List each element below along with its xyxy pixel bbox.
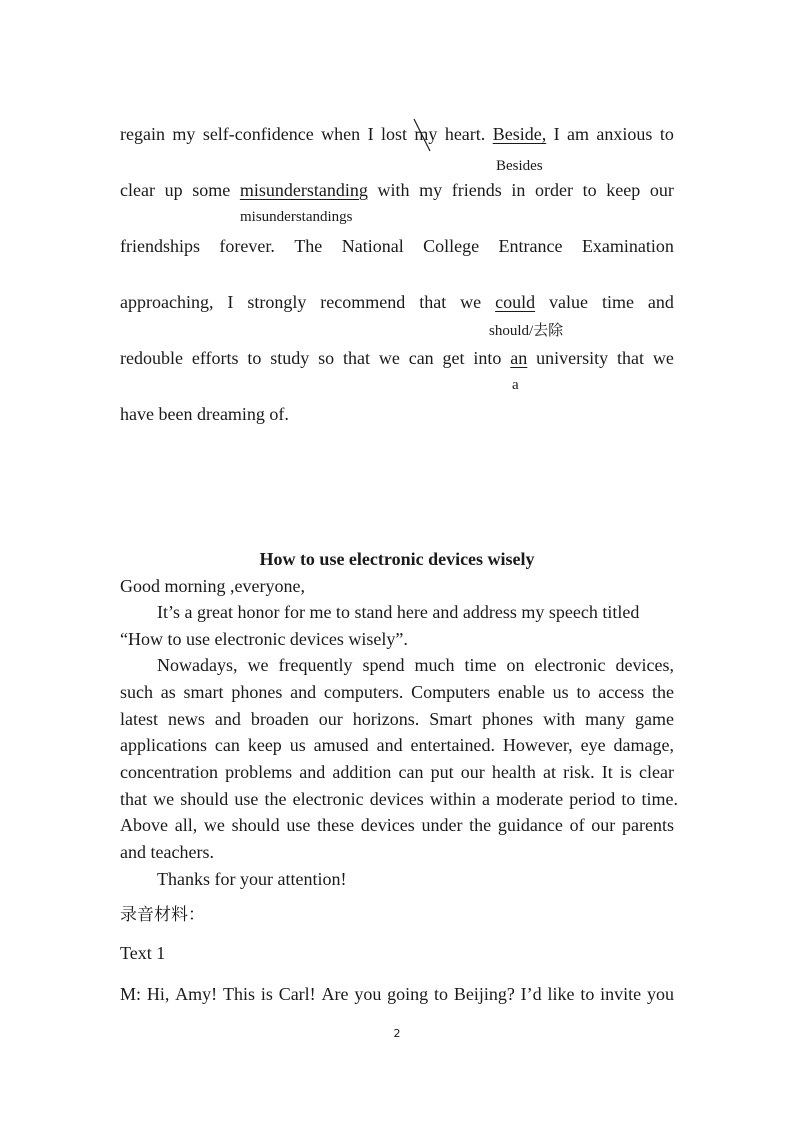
speech-title: How to use electronic devices wisely [259,549,535,569]
word: my [172,124,196,144]
word: Entrance [498,236,563,256]
essay-line-6: have been dreaming of. [120,404,289,424]
speech-body-line-6: that we should use the electronic devices within a moderate period to time. [120,789,678,809]
word: recommend [320,292,406,312]
word: Examination [581,236,674,256]
word: is [260,984,273,1004]
word: efforts [191,348,239,368]
word-struck: my [414,124,438,144]
word: Hi, [146,984,170,1004]
word: M: [120,984,142,1004]
word: to [659,124,674,144]
word: keep [606,180,641,200]
word: get [442,348,465,368]
word: university [536,348,609,368]
error-word-an: an [510,348,528,368]
word: when [321,124,361,144]
correction-misunderstandings: misunderstandings [240,209,353,225]
essay-line-4 [120,292,674,313]
word: friends [451,180,502,200]
essay-line-5 [120,348,674,369]
error-word-misunderstanding: misunderstanding [239,180,368,200]
word: The [294,236,323,256]
word: our [649,180,674,200]
word: Are [321,984,349,1004]
word: invite [600,984,642,1004]
word: Amy! [175,984,218,1004]
word: Beijing? [453,984,515,1004]
word: and [647,292,674,312]
word: to [247,348,262,368]
word: that [342,348,370,368]
word: clear [120,180,155,200]
word: that [419,292,447,312]
speech-body-line-1: Nowadays, we frequently spend much time on electronic devices, [157,655,674,675]
recording-heading: 录音材料： [120,905,205,925]
deletion-mark-icon [413,118,433,152]
word: to [580,984,595,1004]
word: order [535,180,573,200]
word: you [646,984,674,1004]
word: we [460,292,482,312]
word: National [341,236,404,256]
word: strongly [247,292,307,312]
word: so [318,348,335,368]
speech-body-line-7: Above all, we should use these devices under the guidance of our parents [120,815,674,835]
speech-body-line-4: applications can keep us amused and entertained. However, eye damage, [120,735,674,755]
recording-text-label: Text 1 [120,943,166,963]
word: I [367,124,374,144]
word: to [582,180,597,200]
recording-line-1 [120,984,674,1005]
speech-intro-line-2: “How to use electronic devices wisely”. [120,629,408,649]
speech-body-line-2: such as smart phones and computers. Computers enable us to access the [120,682,674,702]
word: College [423,236,480,256]
word: time [601,292,634,312]
word: am [567,124,590,144]
word: up [164,180,183,200]
word: friendships [120,236,200,256]
word: in [511,180,526,200]
word: we [378,348,400,368]
speech-greeting: Good morning ,everyone, [120,576,305,596]
word: with [377,180,410,200]
essay-line-1 [120,124,674,145]
speech-closing: Thanks for your attention! [157,869,347,889]
word: I [553,124,560,144]
speech-intro-line-1: It’s a great honor for me to stand here and address my speech titled [157,602,640,622]
error-word-could: could [495,292,536,312]
word: my [419,180,443,200]
word: into [473,348,502,368]
word: regain [120,124,165,144]
word: forever. [219,236,275,256]
word: study [270,348,310,368]
word: like [547,984,575,1004]
essay-line-3 [120,236,674,257]
word: some [192,180,231,200]
word: we [652,348,674,368]
word: I [227,292,234,312]
speech-body-last: and teachers. [120,842,214,862]
word: heart. [444,124,486,144]
word: This [223,984,256,1004]
word: approaching, [120,292,214,312]
page-number: 2 [393,1027,401,1040]
essay-line-2 [120,180,674,201]
word: can [408,348,434,368]
word: going [387,984,429,1004]
speech-body-line-5: concentration problems and addition can put our health at risk. It is clear [120,762,674,782]
word: anxious [596,124,653,144]
speech-body-line-3: latest news and broaden our horizons. Smart phones with many game [120,709,674,729]
word: you [354,984,382,1004]
word: redouble [120,348,183,368]
word: value [549,292,588,312]
word: Carl! [278,984,316,1004]
correction-besides: Besides [496,158,543,174]
word: lost [380,124,407,144]
word: that [617,348,644,368]
correction-should: should/去除 [489,323,564,339]
error-word-beside: Beside, [492,124,547,144]
word: self-confidence [202,124,314,144]
word: to [433,984,448,1004]
correction-a: a [512,377,519,393]
word: I’d [520,984,542,1004]
